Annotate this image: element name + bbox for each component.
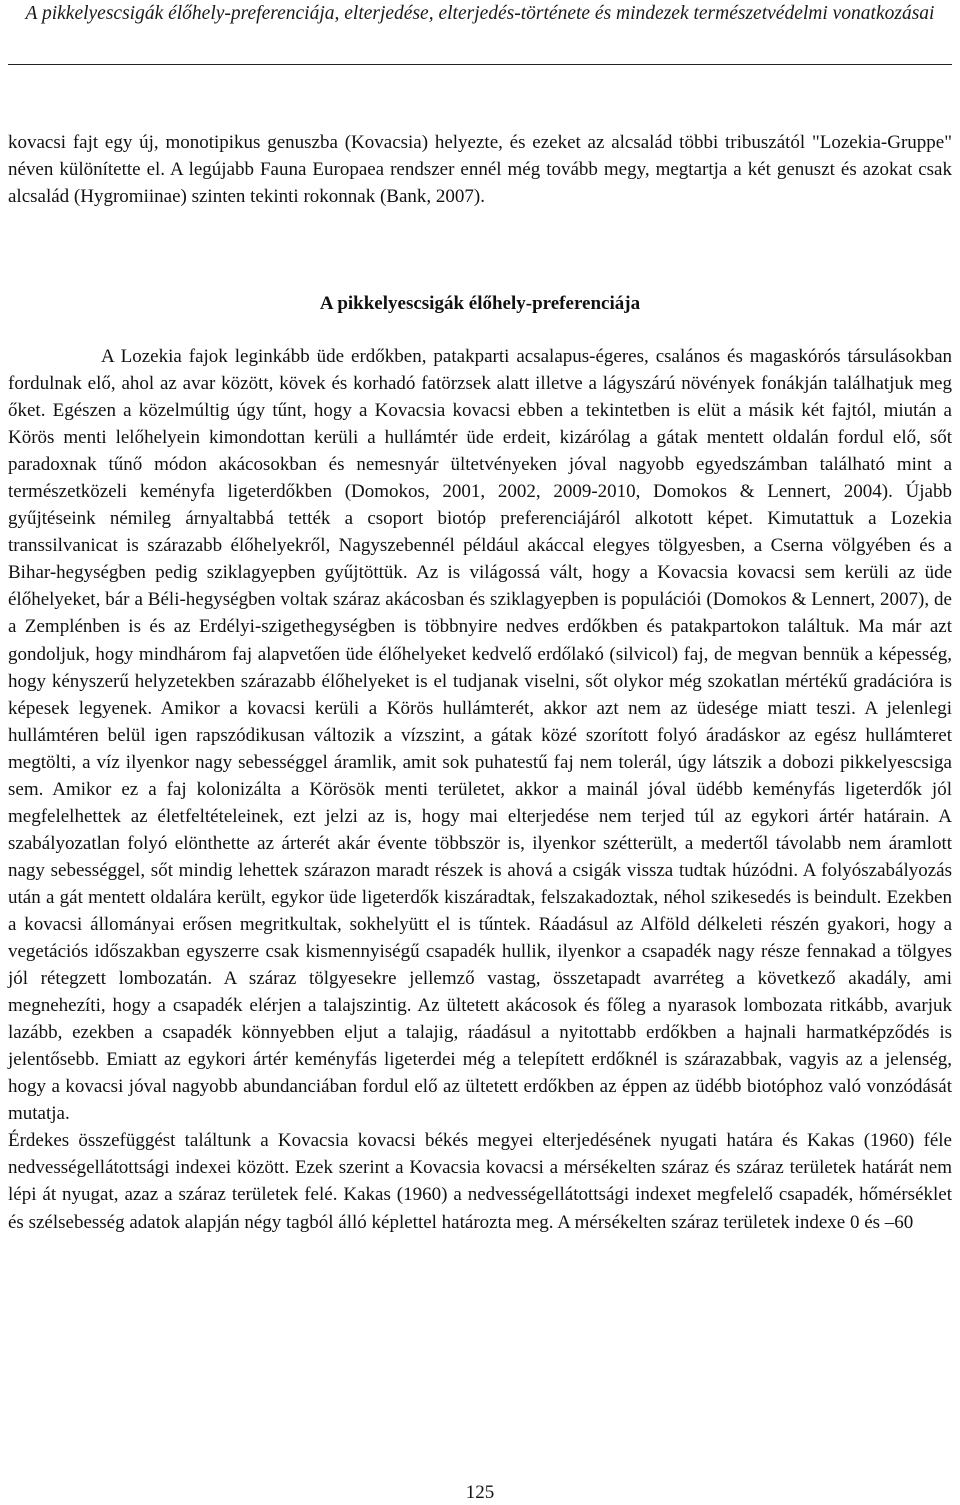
page-number: 125 [465,1482,495,1503]
running-header: A pikkelyescsigák élőhely-preferenciája, elterjedése, elterjedés-története és mindezek természetvédelmi vonatkozásai [25,3,935,24]
section-heading: A pikkelyescsigák élőhely-preferenciája [319,293,641,314]
intro-paragraph: kovacsi fajt egy új, monotipikus genuszba (Kovacsia) helyezte, és ezeket az alcsalád többi tribuszától "Lozekia-Gruppe" néven különítette el. A legújabb Fauna Europaea rendszer ennél még tovább megy, megtartja a két genuszt és azokat csak alcsalád (Hygromiinae) szinten tekinti rokonnak (Bank, 2007). [8,132,952,208]
intro-text [8,129,952,210]
body-paragraph-1: A Lozekia fajok leginkább üde erdőkben, patakparti acsalapus-égeres, csalános és magaskórós társulásokban fordulnak elő, ahol az avar között, kövek és korhadó fatörzsek alatt illetve a lágyszárú növények fonákján találhatjuk meg őket. Egészen a közelmúltig úgy tűnt, hogy a Kovacsia kovacsi ebben a tekintetben is elüt a másik két fajtól, miután a Körös menti lelőhelyein kimondottan kerüli a hullámtér üde erdeit, kizárólag a gátak mentett oldalán fordul elő, sőt paradoxnak tűnő módon akácosokban és nemesnyár ültetvényeken jóval nagyobb egyedszámban található mint a természetközeli keményfa ligeterdőkben (Domokos, 2001, 2002, 2009-2010, Domokos & Lennert, 2004). Újabb gyűjtéseink némileg árnyaltabbá tették a csoport biotóp preferenciájáról alkotott képet. Kimutattuk a Lozekia transsilvanicat is szárazabb élőhelyekről, Nagyszebennél például akáccal elegyes tölgyesben, a Cserna völgyében és a Bihar-hegységben pedig sziklagyepben gyűjtöttük. Az is világossá vált, hogy a Kovacsia kovacsi sem kerüli az üde élőhelyeket, bár a Béli-hegységben voltak száraz akácosban és sziklagyepben is populációi (Domokos & Lennert, 2007), de a Zemplénben is és az Erdélyi-szigethegységben is többnyire nedves erdőkben és patakpartokon találtuk. Ma már azt gondoljuk, hogy mindhárom faj alapvetően üde élőhelyeket kedvelő erdőlakó (silvicol) faj, de megvan bennük a képesség, hogy kényszerű helyzetekben szárazabb élőhelyeket is el tudjanak viselni, sőt olykor még szokatlan mértékű gradációra is képesek legyenek. Amikor a kovacsi kerüli a Körös hullámterét, akkor azt nem az üdesége miatt teszi. A jelenlegi hullámtéren belül igen rapszódikusan változik a vízszint, a gátak közé szorított folyó áradáskor az egész hullámteret megtölti, a víz ilyenkor nagy sebességgel áramlik, amit sok puhatestű faj nem tolerál, úgy látszik a dobozi pikkelyescsiga sem. Amikor ez a faj kolonizálta a Körösök menti területet, akkor a mainál jóval üdébb keményfás ligeterdők jól megfelelhettek az életfeltételeinek, ezt jelzi az is, hogy mai elterjedése nem terjed túl az egykori ártér határain. A szabályozatlan folyó elönthette az árterét akár évente többször is, ilyenkor szétterült, a medertől távolabb nem áramlott nagy sebességgel, sőt mindig lehettek szárazon maradt részek is ahová a csigák vissza tudtak húzódni. A folyószabályozás után a gát mentett oldalára került, egykor üde ligeterdők kiszáradtak, felszakadoztak, néhol szikesedés is beindult. Ezekben a kovacsi állományai erősen megritkultak, sokhelyütt el is tűntek. Ráadásul az Alföld délkeleti részén gyakori, hogy a vegetációs időszakban egyszerre csak kismennyiségű csapadék hullik, ilyenkor a csapadék nagy része fennakad a tölgyes jól rétegzett lombozatán. A száraz tölgyesekre jellemző vastag, összetapadt avarréteg a következő akadály, ami megnehezíti, hogy a csapadék elérjen a talajszintig. Az ültetett akácosok és főleg a nyarasok lombozata ritkább, avarjuk lazább, ezekben a csapadék könnyebben eljut a talajig, ráadásul a nyitottabb erdőkben a hajnali harmatképződés is jelentősebb. Emiatt az egykori ártér keményfás ligeterdei még a telepített erdőknél is szárazabbak, vagyis az a jelenség, hogy a kovacsi jóval nagyobb abundanciában fordul elő az ültetett erdőkben az éppen az üdébb biotóphoz való vonzódását mutatja. [8,346,952,1125]
header-divider [8,64,952,65]
body-paragraph-2: Érdekes összefüggést találtunk a Kovacsia kovacsi békés megyei elterjedésének nyugati határa és Kakas (1960) féle nedvességellátottsági indexei között. Ezek szerint a Kovacsia kovacsi a mérsékelten száraz és száraz területek határát nem lépi át nyugat, azaz a száraz területek felé. Kakas (1960) a nedvességellátottsági indexet megfelelő csapadék, hőmérséklet és szélsebesség adatok alapján négy tagból álló képlettel határozta meg. A mérsékelten száraz területek indexe 0 és –60 [8,1130,952,1233]
section-body [8,343,952,1236]
